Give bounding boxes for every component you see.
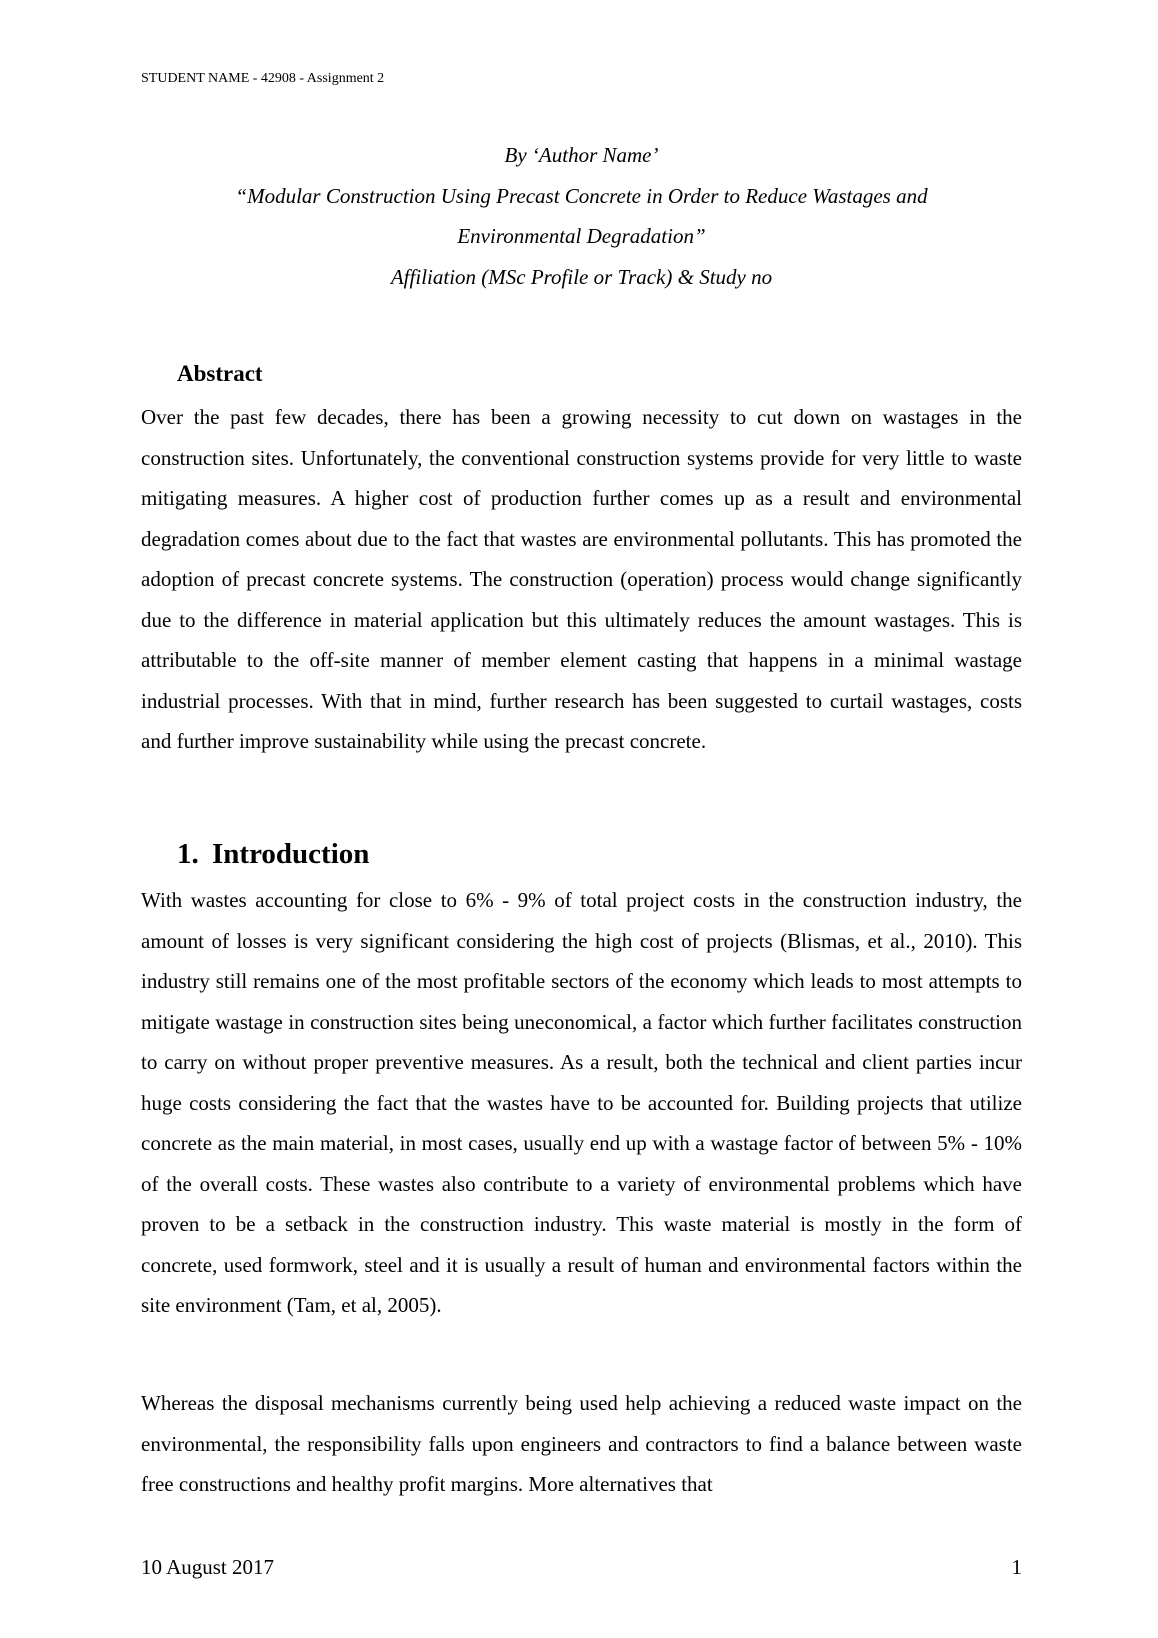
author-line: By ‘Author Name’ <box>504 143 659 167</box>
abstract-heading: Abstract <box>177 361 263 386</box>
running-header: STUDENT NAME - 42908 - Assignment 2 <box>141 71 385 86</box>
affiliation-line: Affiliation (MSc Profile or Track) & Study no <box>390 264 773 289</box>
title-line-1: “Modular Construction Using Precast Concrete in Order to Reduce Wastages and <box>235 183 928 208</box>
footer-date: 10 August 2017 <box>141 1555 275 1579</box>
footer-page-number: 1 <box>1011 1555 1022 1579</box>
introduction-paragraph-1: With wastes accounting for close to 6% - 9% of total project costs in the construction industry, the amount of losses is very significant considering the high cost of projects (Blismas, et al., 2010). This industry still remains one of the most profitable sectors of the economy which leads to most attempts to mitigate wastage in construction sites being uneconomical, a factor which further facilitates construction to carry on without proper preventive measures. As a result, both the technical and client parties incur huge costs considering the fact that the wastes have to be accounted for. Building projects that utilize concrete as the main material, in most cases, usually end up with a wastage factor of between 5% - 10% of the overall costs. These wastes also contribute to a variety of environmental problems which have proven to be a setback in the construction industry. This waste material is mostly in the form of concrete, used formwork, steel and it is usually a result of human and environmental factors within the site environment (Tam, et al, 2005). <box>141 888 1022 1317</box>
section-title: Introduction <box>212 838 370 870</box>
title-block <box>141 135 1022 297</box>
section-number: 1. <box>177 838 199 870</box>
introduction-paragraph-2: Whereas the disposal mechanisms currently being used help achieving a reduced waste impact on the environmental, the responsibility falls upon engineers and contractors to find a balance between waste free constructions and healthy profit margins. More alternatives that <box>141 1391 1022 1496</box>
abstract-paragraph: Over the past few decades, there has been a growing necessity to cut down on wastages in the construction sites. Unfortunately, the conventional construction systems provide for very little to waste mitigating measures. A higher cost of production further comes up as a result and environmental degradation comes about due to the fact that wastes are environmental pollutants. This has promoted the adoption of precast concrete systems. The construction (operation) process would change significantly due to the difference in material application but this ultimately reduces the amount wastages. This is attributable to the off-site manner of member element casting that happens in a minimal wastage industrial processes. With that in mind, further research has been suggested to curtail wastages, costs and further improve sustainability while using the precast concrete. <box>141 405 1022 753</box>
title-line-2: Environmental Degradation” <box>457 224 706 248</box>
introduction-heading <box>177 834 369 874</box>
